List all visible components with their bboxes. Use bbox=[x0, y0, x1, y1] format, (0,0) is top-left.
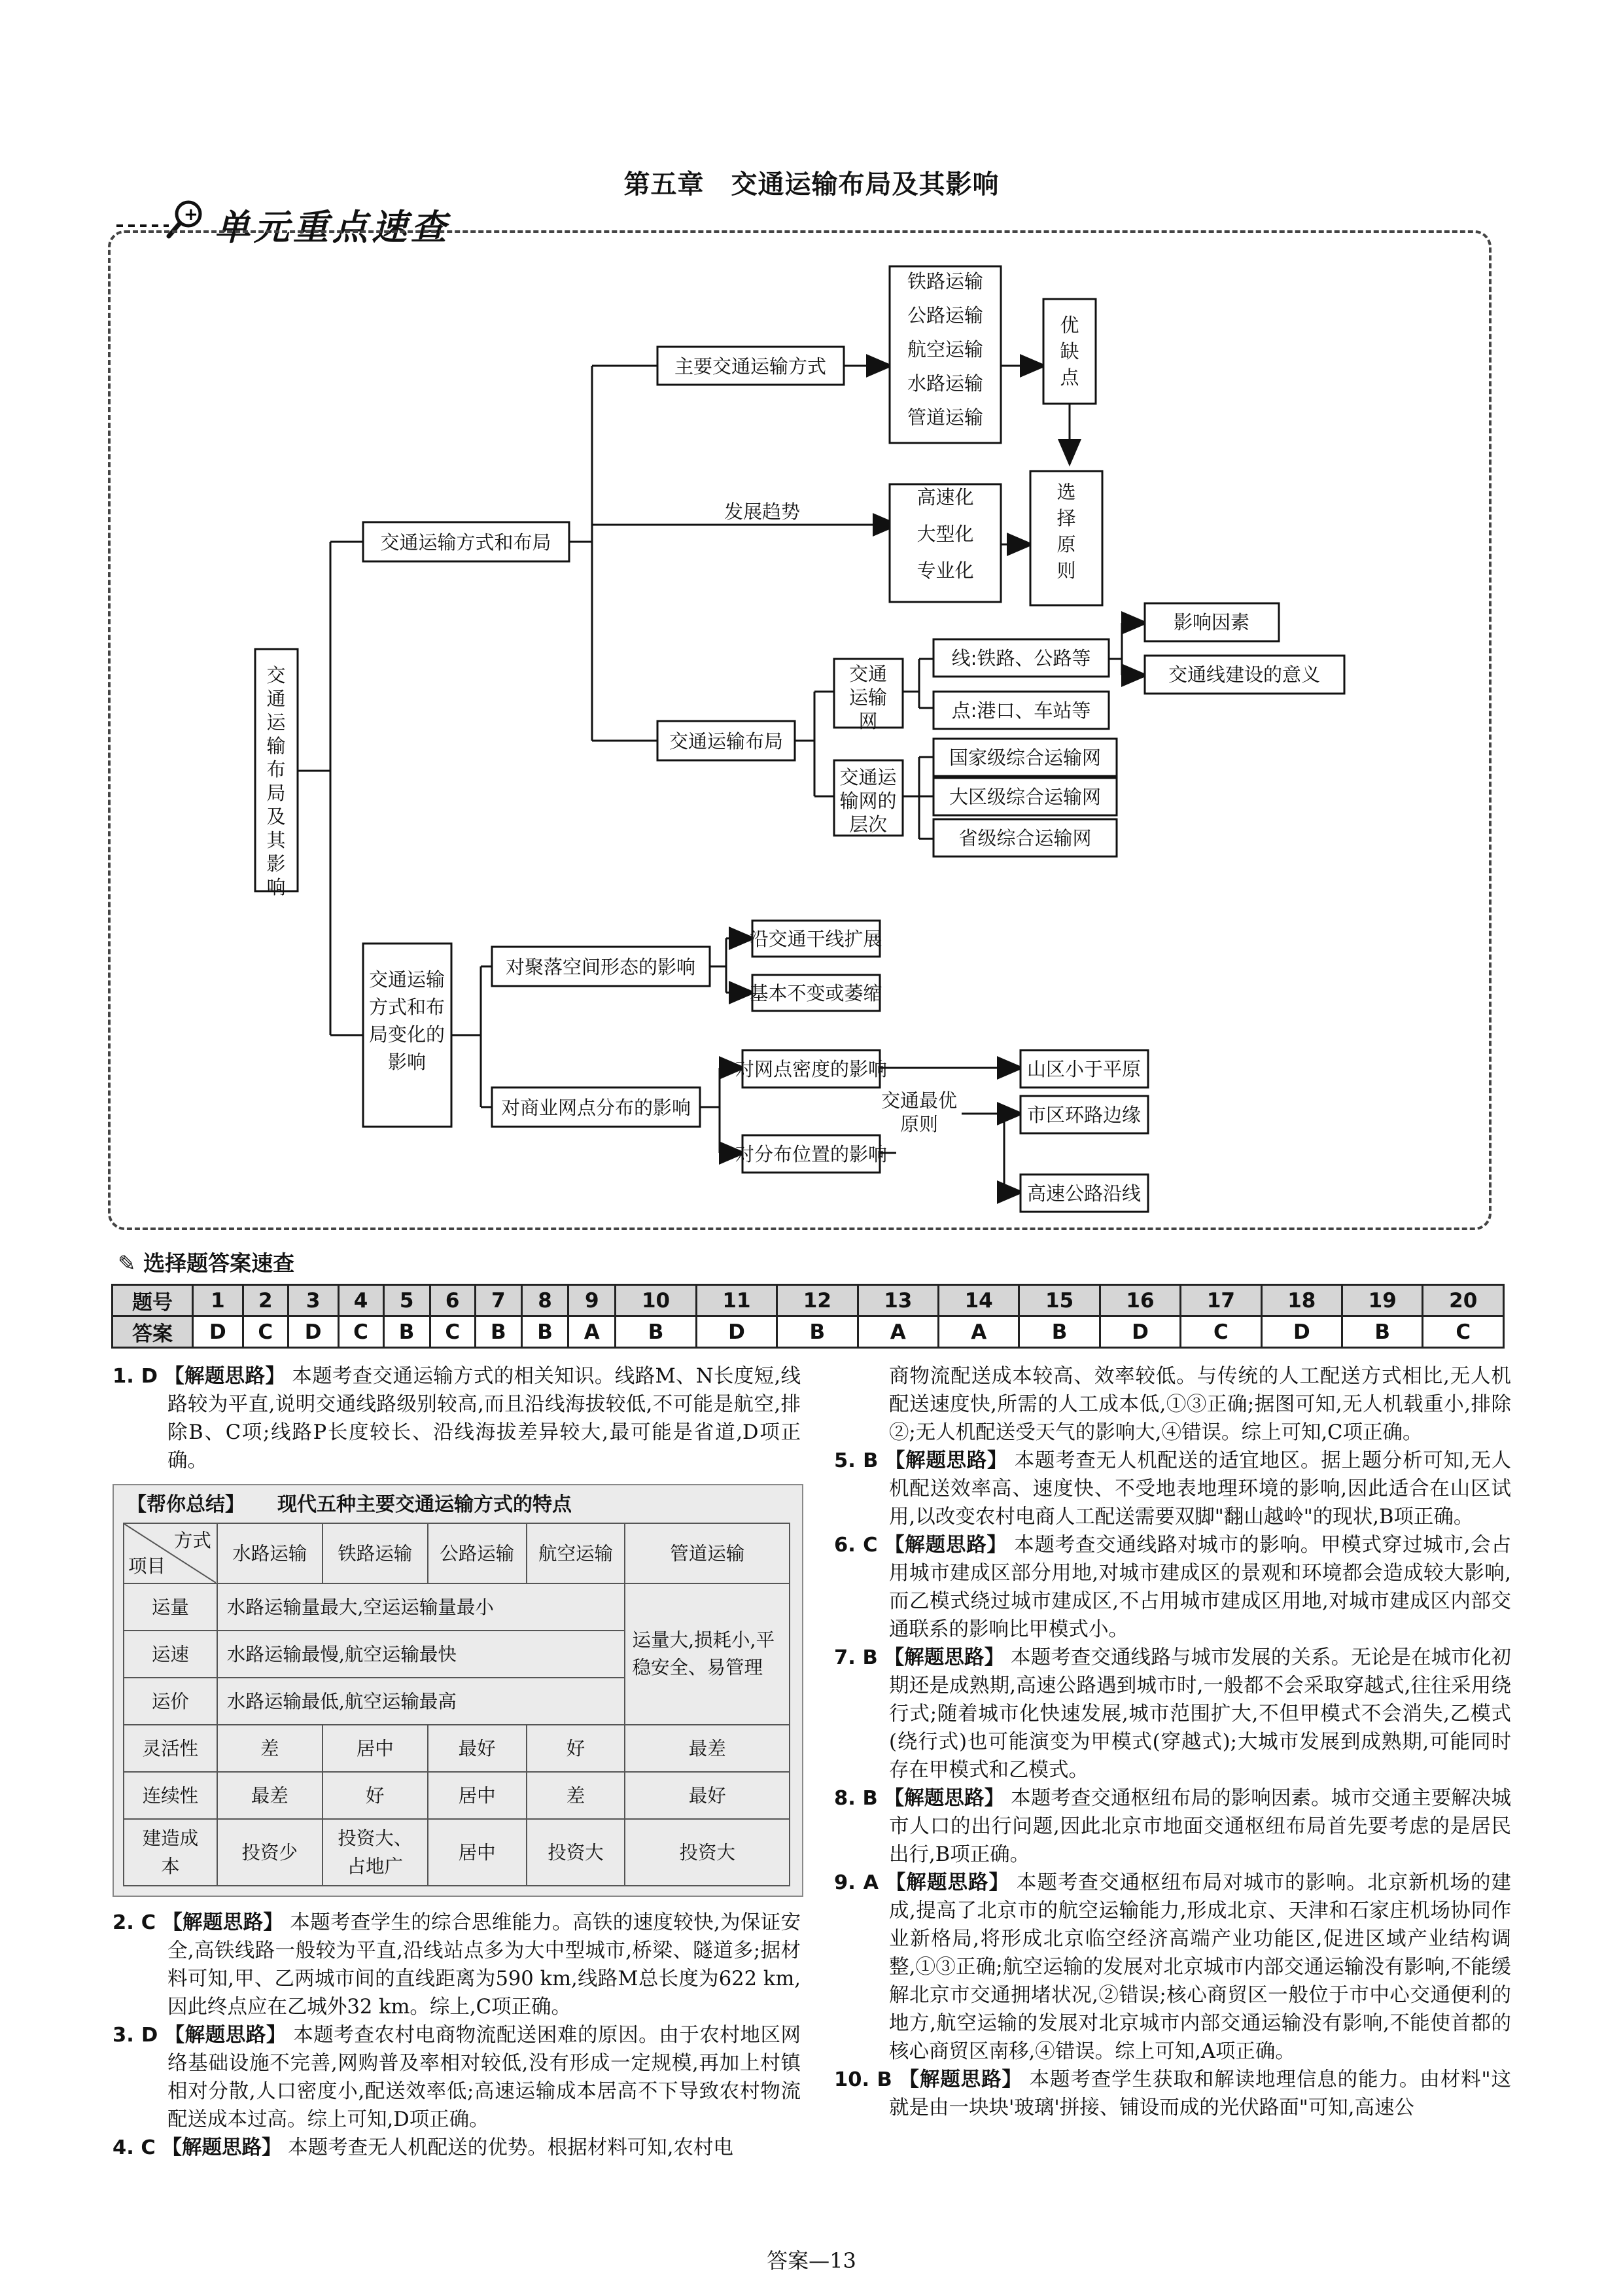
answer-item-8: 8. B 【解题思路】 本题考查交通枢纽布局的影响因素。城市交通主要解决城市人口的出行问题,因此北京市地面交通枢纽布局首先要考虑的是居民出行,B项正确。 bbox=[834, 1787, 1512, 1866]
answer-value-13: A bbox=[858, 1316, 938, 1348]
answer-number-18: 18 bbox=[1261, 1285, 1342, 1316]
answer-number-2: 2 bbox=[243, 1285, 288, 1316]
optimal-principle-label bbox=[881, 1089, 957, 1135]
root-char: 通 bbox=[266, 688, 286, 710]
answer-value-12: B bbox=[777, 1316, 858, 1348]
branch2-line: 局变化的 bbox=[368, 1023, 445, 1046]
line-label: 线:铁路、公路等 bbox=[951, 647, 1091, 669]
chapter-title: 第五章 交通运输布局及其影响 bbox=[623, 169, 1000, 200]
answer-number-14: 14 bbox=[938, 1285, 1019, 1316]
answer-number-9: 9 bbox=[568, 1285, 616, 1316]
root-char: 及 bbox=[266, 805, 286, 828]
settlement-label: 对聚落空间形态的影响 bbox=[505, 956, 696, 978]
summary-table: 方式 项目 水路运输 铁路运输 公路运输 航空运输 管道运输 运量 水路运输量最大,空运运输量最小 运量大,损耗小,平稳安全、易管理 运速 水路运输最慢,航空运输最快 运价 水路运输最低,航空运输最高 灵活性 差 居中 最好 好 最差 连续性 最差 好 居中 差 最好 建造成本 投资少 投资大、占地广 居中 投资大 投资大 bbox=[123, 1523, 790, 1886]
answer-value-6: C bbox=[430, 1316, 475, 1348]
select-char: 择 bbox=[1056, 507, 1076, 529]
summary-header-water: 水路运输 bbox=[217, 1523, 323, 1583]
choice-answer-header bbox=[118, 1246, 294, 1277]
location-1: 市区环路边缘 bbox=[1026, 1104, 1142, 1126]
page-footer: 答案—13 bbox=[767, 2248, 856, 2273]
right-column bbox=[834, 1362, 1511, 2122]
root-char: 局 bbox=[266, 782, 286, 804]
branch2-line: 影响 bbox=[387, 1051, 427, 1073]
location-label: 对分布位置的影响 bbox=[735, 1143, 888, 1165]
branch2-line: 方式和布 bbox=[368, 996, 445, 1018]
select-char: 原 bbox=[1056, 533, 1076, 556]
network-line: 交通 bbox=[848, 663, 888, 685]
mindmap bbox=[108, 230, 1492, 1230]
select-char: 则 bbox=[1056, 559, 1076, 582]
answer-value-2: C bbox=[243, 1316, 288, 1348]
summary-header-air: 航空运输 bbox=[527, 1523, 625, 1583]
pros-cons-label bbox=[1060, 314, 1079, 389]
svg-text:+: + bbox=[184, 205, 198, 224]
answer-value-7: B bbox=[475, 1316, 521, 1348]
unit-banner-text: 单元重点速查 bbox=[215, 207, 450, 248]
left-column bbox=[113, 1362, 801, 2162]
answer-value-11: D bbox=[696, 1316, 777, 1348]
modes-label: 主要交通运输方式 bbox=[674, 355, 827, 378]
answer-item-4-cont: 商物流配送成本较高、效率较低。与传统的人工配送方式相比,无人机配送速度快,所需的人工成本低,①③正确;据图可知,无人机载重小,排除②;无人机配送受天气的影响大,④错误。综上可知,C项正确。 bbox=[889, 1365, 1511, 1444]
answer-item-6: 6. C 【解题思路】 本题考查交通线路对城市的影响。甲模式穿过城市,会占用城市建成区部分用地,对城市建成区的景观和环境都会造成较大影响,而乙模式绕过城市建成区,不占用城市建成区用地,对城市建成区内部交通联系的影响比甲模式小。 bbox=[834, 1534, 1512, 1641]
factors-label: 影响因素 bbox=[1173, 611, 1250, 633]
answer-item-9: 9. A 【解题思路】 本题考查交通枢纽布局对城市的影响。北京新机场的建成,提高了北京市的航空运输能力,形成北京、天津和石家庄机场协同作业新格局,将形成北京临空经济高端产业功能区,促进区域产业结构调整,①③正确;航空运输的发展对北京城市内部交通运输没有影响,不能缓解北京市交通拥堵状况,②错误;核心商贸区一般位于市中心交通便利的地方,航空运输的发展对北京城市内部交通运输没有影响,不能使首都的核心商贸区南移,④错误。综上可知,A项正确。 bbox=[834, 1871, 1512, 2063]
network-line: 运输 bbox=[848, 686, 888, 709]
answer-number-1: 1 bbox=[193, 1285, 243, 1316]
answer-number-7: 7 bbox=[475, 1285, 521, 1316]
mode-4: 管道运输 bbox=[907, 406, 984, 429]
mode-1: 公路运输 bbox=[907, 304, 984, 327]
commerce-label: 对商业网点分布的影响 bbox=[500, 1097, 691, 1119]
answer-value-20: C bbox=[1423, 1316, 1504, 1348]
settlement-1: 基本不变或萎缩 bbox=[749, 982, 882, 1004]
answer-value-1: D bbox=[193, 1316, 243, 1348]
answer-value-8: B bbox=[521, 1316, 568, 1348]
answer-value-19: B bbox=[1342, 1316, 1423, 1348]
hierarchy-2: 省级综合运输网 bbox=[958, 827, 1092, 849]
location-2: 高速公路沿线 bbox=[1026, 1182, 1142, 1205]
answer-number-4: 4 bbox=[338, 1285, 383, 1316]
layout-label: 交通运输布局 bbox=[669, 730, 784, 752]
answer-item-10: 10. B 【解题思路】 本题考查学生获取和解读地理信息的能力。由材料"这就是由一块块'玻璃'拼接、铺设而成的光伏路面"可知,高速公 bbox=[834, 2068, 1511, 2119]
summary-pipeline-merged: 运量大,损耗小,平稳安全、易管理 bbox=[625, 1583, 790, 1725]
choice-header-text: 选择题答案速查 bbox=[143, 1250, 295, 1276]
answer-value-15: B bbox=[1019, 1316, 1100, 1348]
hierarchy-line: 交通运 bbox=[839, 766, 897, 788]
answer-number-20: 20 bbox=[1423, 1285, 1504, 1316]
answer-item-4: 4. C 【解题思路】 本题考查无人机配送的优势。根据材料可知,农村电 bbox=[113, 2136, 733, 2159]
root-char: 输 bbox=[266, 735, 286, 757]
answer-value-10: B bbox=[616, 1316, 696, 1348]
summary-header-rail: 铁路运输 bbox=[323, 1523, 428, 1583]
answer-table bbox=[111, 1284, 1505, 1349]
answer-item-2: 2. C 【解题思路】 本题考查学生的综合思维能力。高铁的速度较快,为保证安全,高铁线路一般较为平直,沿线站点多为大中型城市,桥梁、隧道多;据材料可知,甲、乙两城市间的直线距离为590 km,线路M总长度为622 km,因此终点应在乙城外32 km。综上,C项正确。 bbox=[113, 1911, 801, 2019]
answer-value-3: D bbox=[288, 1316, 338, 1348]
hierarchy-1: 大区级综合运输网 bbox=[949, 786, 1102, 808]
hierarchy-line: 层次 bbox=[848, 813, 888, 836]
branch1-label: 交通运输方式和布局 bbox=[380, 531, 551, 554]
settlement-0: 沿交通干线扩展 bbox=[749, 928, 882, 950]
answer-number-12: 12 bbox=[777, 1285, 858, 1316]
settlement-list bbox=[749, 928, 882, 1004]
pros-cons-char: 缺 bbox=[1060, 340, 1079, 362]
answer-number-11: 11 bbox=[696, 1285, 777, 1316]
pencil-icon: ✎ bbox=[118, 1250, 136, 1276]
location-0: 山区小于平原 bbox=[1026, 1058, 1142, 1080]
summary-header-pipe: 管道运输 bbox=[625, 1523, 790, 1583]
trend-0: 高速化 bbox=[916, 486, 974, 508]
answer-number-5: 5 bbox=[383, 1285, 430, 1316]
density-label: 对网点密度的影响 bbox=[735, 1058, 888, 1080]
answer-number-15: 15 bbox=[1019, 1285, 1100, 1316]
root-char: 交 bbox=[266, 664, 286, 686]
pros-cons-char: 点 bbox=[1060, 366, 1079, 389]
root-char: 其 bbox=[266, 829, 286, 851]
answer-number-8: 8 bbox=[521, 1285, 568, 1316]
select-char: 选 bbox=[1056, 481, 1076, 503]
root-char: 响 bbox=[266, 876, 286, 898]
optimal-line: 原则 bbox=[899, 1113, 939, 1135]
answer-number-3: 3 bbox=[288, 1285, 338, 1316]
answer-table-label-no: 题号 bbox=[113, 1285, 193, 1316]
answer-number-19: 19 bbox=[1342, 1285, 1423, 1316]
answer-value-18: D bbox=[1261, 1316, 1342, 1348]
answer-value-4: C bbox=[338, 1316, 383, 1348]
answer-number-17: 17 bbox=[1181, 1285, 1261, 1316]
answer-value-17: C bbox=[1181, 1316, 1261, 1348]
trends-list bbox=[916, 486, 973, 582]
answer-number-13: 13 bbox=[858, 1285, 938, 1316]
mode-0: 铁路运输 bbox=[907, 270, 984, 292]
summary-header-road: 公路运输 bbox=[428, 1523, 527, 1583]
answer-value-9: A bbox=[568, 1316, 616, 1348]
answer-value-14: A bbox=[938, 1316, 1019, 1348]
answer-number-16: 16 bbox=[1100, 1285, 1180, 1316]
answer-item-1: 1. D 【解题思路】 本题考查交通运输方式的相关知识。线路M、N长度短,线路较为平直,说明交通线路级别较高,而且沿线海拔较低,不可能是航空,排除B、C项;线路P长度较长、沿线海拔差异较大,最可能是省道,D项正确。 bbox=[113, 1365, 801, 1472]
answer-table-label-ans: 答案 bbox=[113, 1316, 193, 1348]
answer-number-6: 6 bbox=[430, 1285, 475, 1316]
trend-2: 专业化 bbox=[916, 559, 974, 582]
root-char: 布 bbox=[266, 758, 286, 781]
significance-label: 交通线建设的意义 bbox=[1168, 663, 1321, 686]
point-label: 点:港口、车站等 bbox=[951, 699, 1091, 722]
pros-cons-char: 优 bbox=[1060, 314, 1079, 336]
answer-item-5: 5. B 【解题思路】 本题考查无人机配送的适宜地区。据上题分析可知,无人机配送效率高、速度快、不受地表地理环境的影响,因此适合在山区试用,以改变农村电商人工配送需要双脚"翻山越岭"的现状,B项正确。 bbox=[834, 1449, 1511, 1528]
answer-item-7: 7. B 【解题思路】 本题考查交通线路与城市发展的关系。无论是在城市化初期还是成熟期,高速公路遇到城市时,一般都不会采取穿越式,往往采用绕行式;随着城市化快速发展,城市范围扩大,不但甲模式不会消失,乙模式(绕行式)也可能演变为甲模式(穿越式);大城市发展到成熟期,可能同时存在甲模式和乙模式。 bbox=[834, 1646, 1512, 1782]
summary-corner: 方式 项目 bbox=[124, 1523, 217, 1583]
network-line: 网 bbox=[858, 710, 878, 732]
hierarchy-line: 输网的 bbox=[839, 790, 897, 812]
answer-value-16: D bbox=[1100, 1316, 1180, 1348]
mode-3: 水路运输 bbox=[907, 372, 984, 395]
hierarchy-list bbox=[949, 747, 1101, 849]
optimal-line: 交通最优 bbox=[881, 1089, 958, 1112]
answer-item-3: 3. D 【解题思路】 本题考查农村电商物流配送困难的原因。由于农村地区网络基础设施不完善,网购普及率相对较低,没有形成一定规模,再加上村镇相对分散,人口密度小,配送效率低;高速运输成本居高不下导致农村物流配送成本过高。综上可知,D项正确。 bbox=[113, 2024, 801, 2131]
root-char: 运 bbox=[266, 711, 286, 733]
mode-2: 航空运输 bbox=[907, 338, 984, 361]
hierarchy-0: 国家级综合运输网 bbox=[949, 747, 1102, 769]
summary-title: 【帮你总结】 现代五种主要交通运输方式的特点 bbox=[127, 1493, 572, 1516]
trend-1: 大型化 bbox=[916, 523, 974, 545]
summary-box bbox=[113, 1484, 803, 1897]
answer-number-10: 10 bbox=[616, 1285, 696, 1316]
branch2-line: 交通运输 bbox=[368, 968, 445, 991]
trend-label: 发展趋势 bbox=[724, 501, 801, 523]
answer-value-5: B bbox=[383, 1316, 430, 1348]
root-char: 影 bbox=[266, 853, 286, 875]
